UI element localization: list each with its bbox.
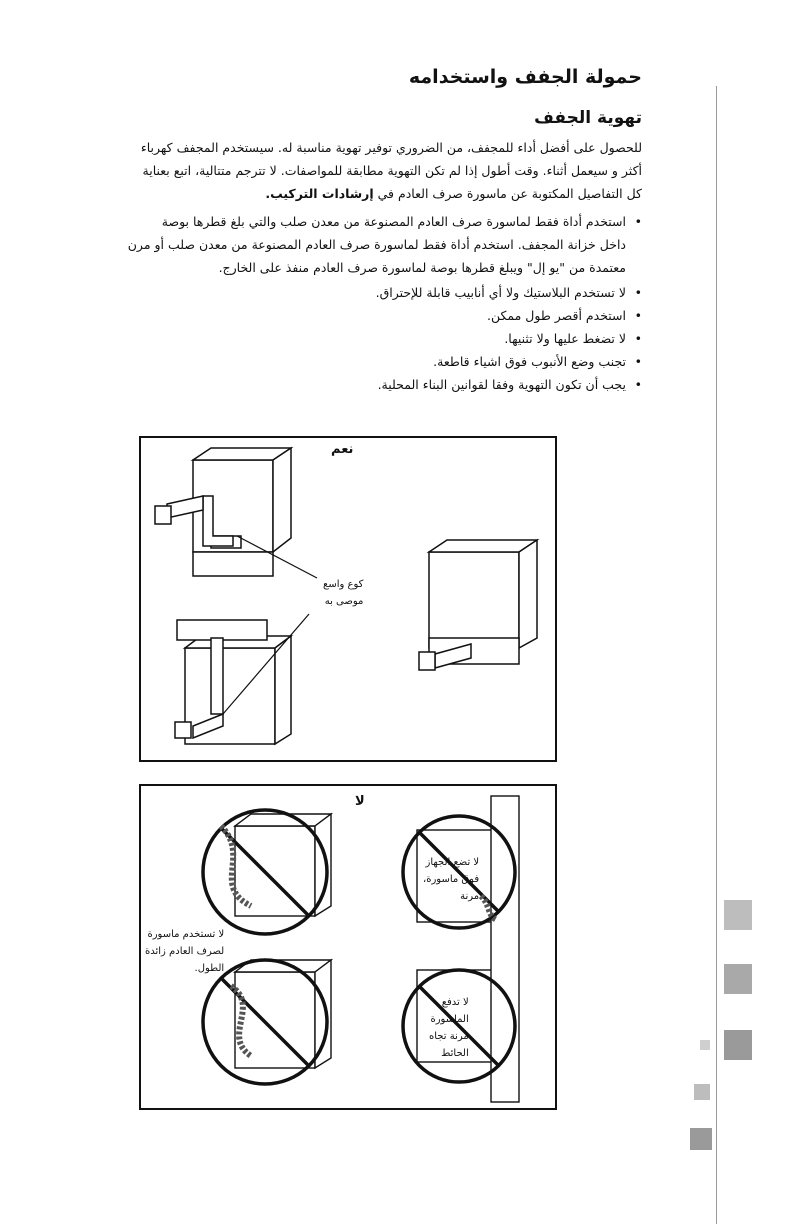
margin-rule bbox=[716, 86, 717, 1224]
callout-line: مرنة تجاه bbox=[429, 1031, 469, 1042]
intro-line: للحصول على أفضل أداء للمجفف، من الضروري توفير تهوية مناسبة له. سيستخدم المجفف كهرباء bbox=[140, 140, 642, 155]
list-item: • تجنب وضع الأنبوب فوق اشياء قاطعة. bbox=[102, 350, 642, 373]
margin-square bbox=[690, 1128, 712, 1150]
venting-requirements-list bbox=[102, 210, 642, 396]
margin-square bbox=[724, 964, 752, 994]
list-item: • لا تضغط عليها ولا تثنيها. bbox=[102, 327, 642, 350]
installation-instructions-ref: إرشادات التركيب. bbox=[265, 186, 374, 201]
callout-line: مرنة bbox=[460, 891, 480, 902]
page-title: حمولة الجفف واستخدامه bbox=[408, 66, 642, 88]
intro-paragraph bbox=[74, 136, 642, 205]
callout-line: كوع واسع bbox=[323, 579, 364, 590]
intro-line-text: كل التفاصيل المكتوبة عن ماسورة صرف العادم في bbox=[377, 186, 642, 201]
callout-line: لصرف العادم زائدة bbox=[145, 946, 225, 957]
figure-no-label: لا bbox=[355, 794, 365, 809]
margin-square bbox=[724, 900, 752, 930]
list-item-continuation bbox=[102, 233, 642, 256]
callout-line: لا تستخدم ماسورة bbox=[147, 929, 225, 940]
callout-line: الطول. bbox=[194, 963, 225, 974]
list-item-text: معتمدة من "يو إل" ويبلغ قطرها بوصة لماسورة صرف العادم منفذ على الخارج. bbox=[218, 260, 626, 275]
figure-correct-venting bbox=[139, 436, 557, 762]
dryer-icon bbox=[429, 552, 519, 648]
push-duct-callout bbox=[429, 994, 469, 1062]
margin-square bbox=[700, 1040, 710, 1050]
margin-square bbox=[694, 1084, 710, 1100]
wide-elbow-callout bbox=[323, 576, 363, 610]
list-item: • لا تستخدم البلاستيك ولا أي أنابيب قابلة للإحتراق. bbox=[102, 281, 642, 304]
callout-line: فوق ماسورة، bbox=[423, 874, 480, 885]
margin-square bbox=[724, 1030, 752, 1060]
callout-line: الماسورة bbox=[430, 1014, 469, 1025]
list-item-text: داخل خزانة المجفف. استخدم أداة فقط لماسورة صرف العادم المصنوعة من معدن صلب أو مرن bbox=[127, 237, 626, 252]
list-item: • يجب أن تكون التهوية وفقا لقوانين البناء المحلية. bbox=[102, 373, 642, 396]
figure-yes-label: نعم bbox=[331, 442, 354, 457]
list-item: • استخدم أقصر طول ممكن. bbox=[102, 304, 642, 327]
callout-line: موصى به bbox=[324, 596, 364, 607]
section-title: تهوية الجفف bbox=[534, 108, 642, 128]
callout-line: لا تضع الجهاز bbox=[425, 857, 480, 868]
callout-line: الحائط bbox=[441, 1048, 469, 1059]
list-item-continuation bbox=[102, 256, 642, 279]
long-duct-callout bbox=[145, 926, 224, 977]
callout-line: لا تدفع bbox=[441, 997, 469, 1008]
list-item: • استخدم أداة فقط لماسورة صرف العادم المصنوعة من معدن صلب والتي بلغ قطرها بوصة bbox=[102, 210, 642, 233]
intro-line: أكثر و سيعمل أثناء. وقت أطول إذا لم تكن التهوية مطابقة للمواصفات. لا تترجم متتالية، اتبع بعناية bbox=[142, 163, 642, 178]
dryer-on-duct-callout bbox=[423, 854, 479, 905]
intro-line bbox=[74, 182, 642, 205]
figure-incorrect-venting bbox=[139, 784, 557, 1110]
